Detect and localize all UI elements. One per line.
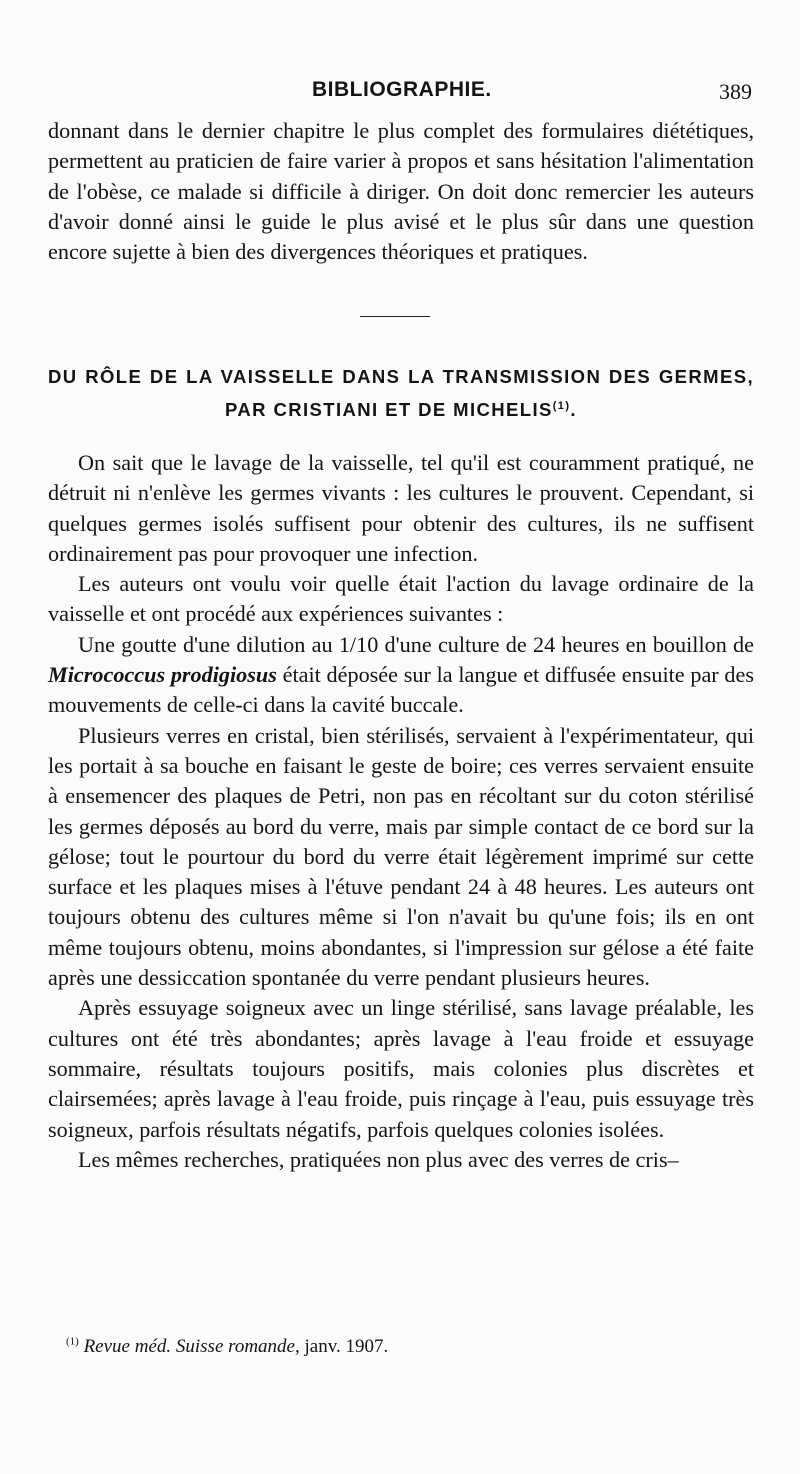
- species-name: Micrococcus prodigiosus: [48, 662, 277, 688]
- article-title-end: .: [570, 399, 577, 420]
- closing-paragraph: donnant dans le dernier chapitre le plus complet des formulaires diététiques, permettent au praticien de faire varier à propos et sans hésitation l'alimentation de l'obèse, ce malade si difficile à diriger. On doit donc remercier les auteurs d'avoir donné ainsi le guide le plus avisé et le plus sûr dans une question encore sujette à bien des divergences théoriques et pratiques.: [48, 118, 754, 265]
- footnote-reference: (1): [552, 399, 571, 412]
- paragraph-4: Plusieurs verres en cristal, bien stérilisés, servaient à l'expérimentateur, qui les portait à sa bouche en faisant le geste de boire; ces verres servaient ensuite à ensemencer des plaques de Petri, non pas en récoltant sur du coton stérilisé les germes déposés au bord du verre, mais par simple contact de ce bord sur la gélose; tout le pourtour du bord du verre était légèrement imprimé sur cette surface et les plaques mises à l'étuve pendant 24 à 48 heures. Les auteurs ont toujours obtenu des cultures même si l'on n'avait bu qu'une fois; ils en ont même toujours obtenu, moins abondantes, si l'impression sur gélose a été faite après une dessiccation spontanée du verre pendant plusieurs heures.: [48, 722, 754, 991]
- footnote-mark: (1): [66, 1335, 79, 1348]
- article-authors: PAR CRISTIANI ET DE MICHELIS: [225, 399, 553, 420]
- paragraph-6: Les mêmes recherches, pratiquées non plus avec des verres de cris–: [78, 1146, 679, 1172]
- running-head: [0, 74, 800, 108]
- section-divider: [360, 316, 430, 317]
- article-title: [48, 360, 754, 426]
- article-body: [48, 448, 754, 1175]
- paragraph-2-text: Les auteurs ont voulu voir quelle était l'action du lavage ordinaire de la vaisselle et ont procédé aux expériences suivantes :: [48, 571, 754, 627]
- running-head-title: BIBLIOGRAPHIE.: [312, 78, 492, 101]
- footnote: [66, 1336, 756, 1358]
- article-title-line-2: [48, 393, 754, 426]
- page-number: 389: [719, 79, 752, 104]
- paragraph-3: [48, 630, 754, 721]
- paragraph-5: Après essuyage soigneux avec un linge stérilisé, sans lavage préalable, les cultures ont été très abondantes; après lavage à l'eau froide et essuyage sommaire, résultats toujours positifs, mais colonies plus discrètes et clairsemées; après lavage à l'eau froide, puis rinçage à l'eau, puis essuyage très soigneux, parfois résultats négatifs, parfois quelques colonies isolées.: [48, 995, 754, 1142]
- article-title-line-1: DU RÔLE DE LA VAISSELLE DANS LA TRANSMISSION DES GERMES,: [48, 366, 754, 387]
- paragraph-3-end: était déposée sur la langue et diffusée ensuite par des mouvements de celle-ci dans la cavité buccale.: [48, 662, 755, 718]
- paragraph-3-start: Une goutte d'une dilution au 1/10 d'une culture de 24 heures en bouillon de: [78, 631, 754, 657]
- previous-review-ending: [48, 116, 754, 267]
- footnote-date: janv. 1907.: [299, 1336, 389, 1357]
- footnote-source: Revue méd. Suisse romande,: [83, 1336, 300, 1357]
- paragraph-1: On sait que le lavage de la vaisselle, tel qu'il est couramment pratiqué, ne détruit ni n'enlève les germes vivants : les cultures le prouvent. Cependant, si quelques germes isolés suffisent pour obtenir des cultures, ils ne suffisent ordinairement pas pour provoquer une infection.: [48, 450, 754, 566]
- paragraph-2: [48, 569, 754, 630]
